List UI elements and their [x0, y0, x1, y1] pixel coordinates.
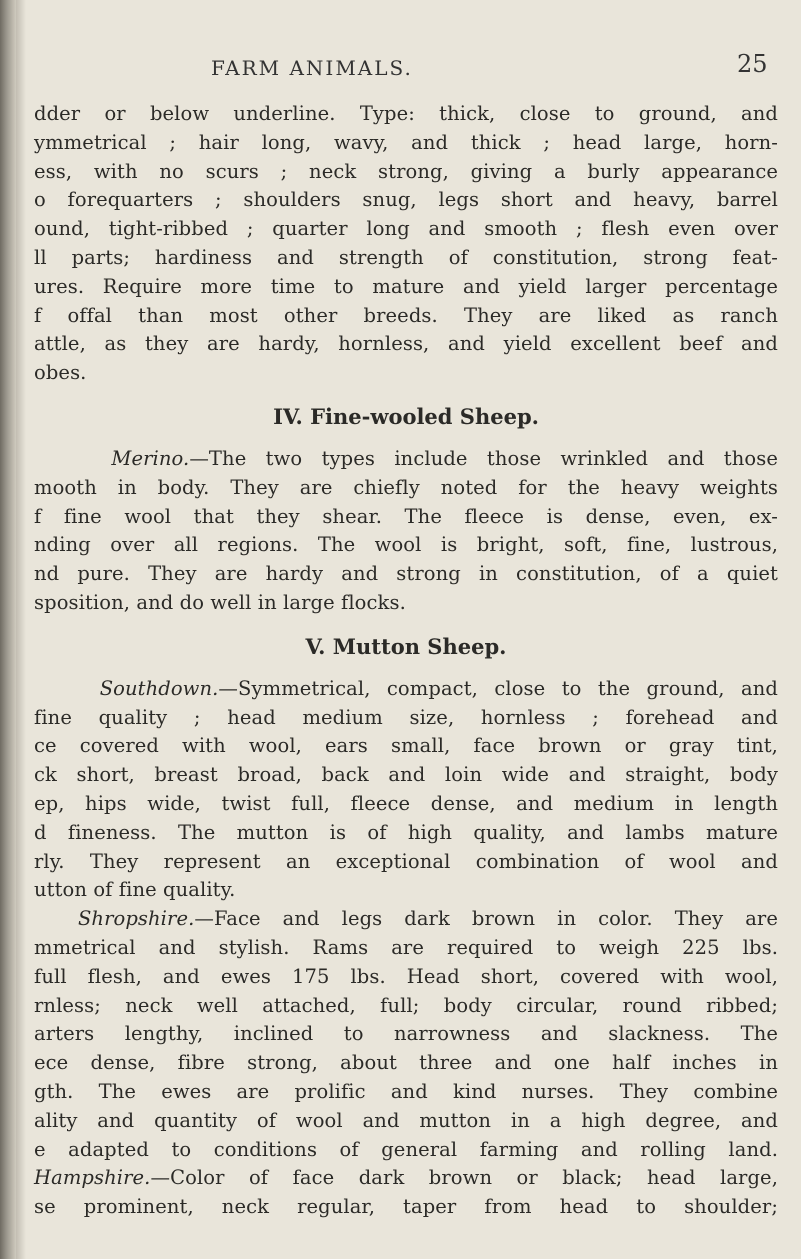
- body-line: fine quality ; head medium size, hornless ; forehead and: [34, 705, 778, 729]
- section-heading-mutton-sheep: V. Mutton Sheep.: [305, 633, 507, 659]
- body-text: —Face and legs dark brown in color. They are: [194, 907, 778, 931]
- body-line: dder or below underline. Type: thick, close to ground, and: [34, 102, 778, 125]
- body-line: f fine wool that they shear. The fleece is dense, even, ex-: [34, 504, 778, 528]
- body-line: rly. They represent an exceptional combination of wool and: [34, 849, 778, 873]
- body-line: ce covered with wool, ears small, face brown or gray tint,: [34, 734, 778, 758]
- body-line: ess, with no scurs ; neck strong, giving a burly appearance: [34, 159, 778, 183]
- body-line: rnless; neck well attached, full; body circular, round ribbed;: [34, 993, 778, 1017]
- body-line: o forequarters ; shoulders snug, legs short and heavy, barrel: [34, 188, 778, 212]
- body-line: full flesh, and ewes 175 lbs. Head short, covered with wool,: [34, 964, 778, 988]
- binding-shadow: [16, 0, 26, 1259]
- paragraph-southdown: [34, 675, 778, 704]
- body-line: ound, tight-ribbed ; quarter long and smooth ; flesh even over: [34, 217, 778, 241]
- body-line: nd pure. They are hardy and strong in constitution, of a quiet: [34, 562, 778, 586]
- paragraph-hampshire: [34, 1164, 778, 1193]
- body-line: e adapted to conditions of general farming and rolling land.: [34, 1137, 778, 1161]
- page-number: 25: [737, 50, 768, 78]
- body-line: f offal than most other breeds. They are liked as ranch: [34, 303, 778, 327]
- body-line: sposition, and do well in large flocks.: [34, 590, 406, 614]
- page-body: [34, 100, 778, 1222]
- body-line: ll parts; hardiness and strength of constitution, strong feat-: [34, 245, 778, 269]
- body-line: obes.: [34, 361, 87, 385]
- page-header: [0, 50, 801, 86]
- body-line: attle, as they are hardy, hornless, and yield excellent beef and: [34, 332, 778, 356]
- breed-name-shropshire: Shropshire.: [77, 907, 195, 931]
- body-line: mooth in body. They are chiefly noted for the heavy weights: [34, 475, 778, 499]
- body-line: utton of fine quality.: [34, 878, 236, 902]
- body-line: d fineness. The mutton is of high quality, and lambs mature: [34, 820, 778, 844]
- paragraph-merino: [34, 445, 778, 474]
- body-line: ymmetrical ; hair long, wavy, and thick ; head large, horn-: [34, 130, 778, 154]
- body-line: arters lengthy, inclined to narrowness and slackness. The: [34, 1022, 778, 1046]
- body-line: ality and quantity of wool and mutton in a high degree, and: [34, 1108, 778, 1132]
- running-head: FARM ANIMALS.: [211, 56, 413, 80]
- body-line: se prominent, neck regular, taper from head to shoulder;: [34, 1195, 778, 1219]
- breed-name-southdown: Southdown.: [99, 676, 219, 700]
- body-text: —Symmetrical, compact, close to the ground, and: [218, 676, 778, 700]
- paragraph-shropshire: [34, 905, 778, 934]
- body-line: ures. Require more time to mature and yield larger percentage: [34, 274, 778, 298]
- section-heading-fine-wooled-sheep: IV. Fine-wooled Sheep.: [273, 403, 539, 429]
- body-line: ep, hips wide, twist full, fleece dense, and medium in length: [34, 791, 778, 815]
- body-line: gth. The ewes are prolific and kind nurses. They combine: [34, 1079, 778, 1103]
- body-text: —Color of face dark brown or black; head large,: [150, 1166, 778, 1190]
- body-line: mmetrical and stylish. Rams are required to weigh 225 lbs.: [34, 935, 778, 959]
- body-text: —The two types include those wrinkled and those: [189, 446, 778, 470]
- breed-name-merino: Merino.: [111, 446, 190, 470]
- breed-name-hampshire: Hampshire.: [34, 1166, 151, 1190]
- body-line: ck short, breast broad, back and loin wide and straight, body: [34, 763, 778, 787]
- binding-gutter: [0, 0, 16, 1259]
- body-line: ece dense, fibre strong, about three and one half inches in: [34, 1051, 778, 1075]
- body-line: nding over all regions. The wool is bright, soft, fine, lustrous,: [34, 533, 778, 557]
